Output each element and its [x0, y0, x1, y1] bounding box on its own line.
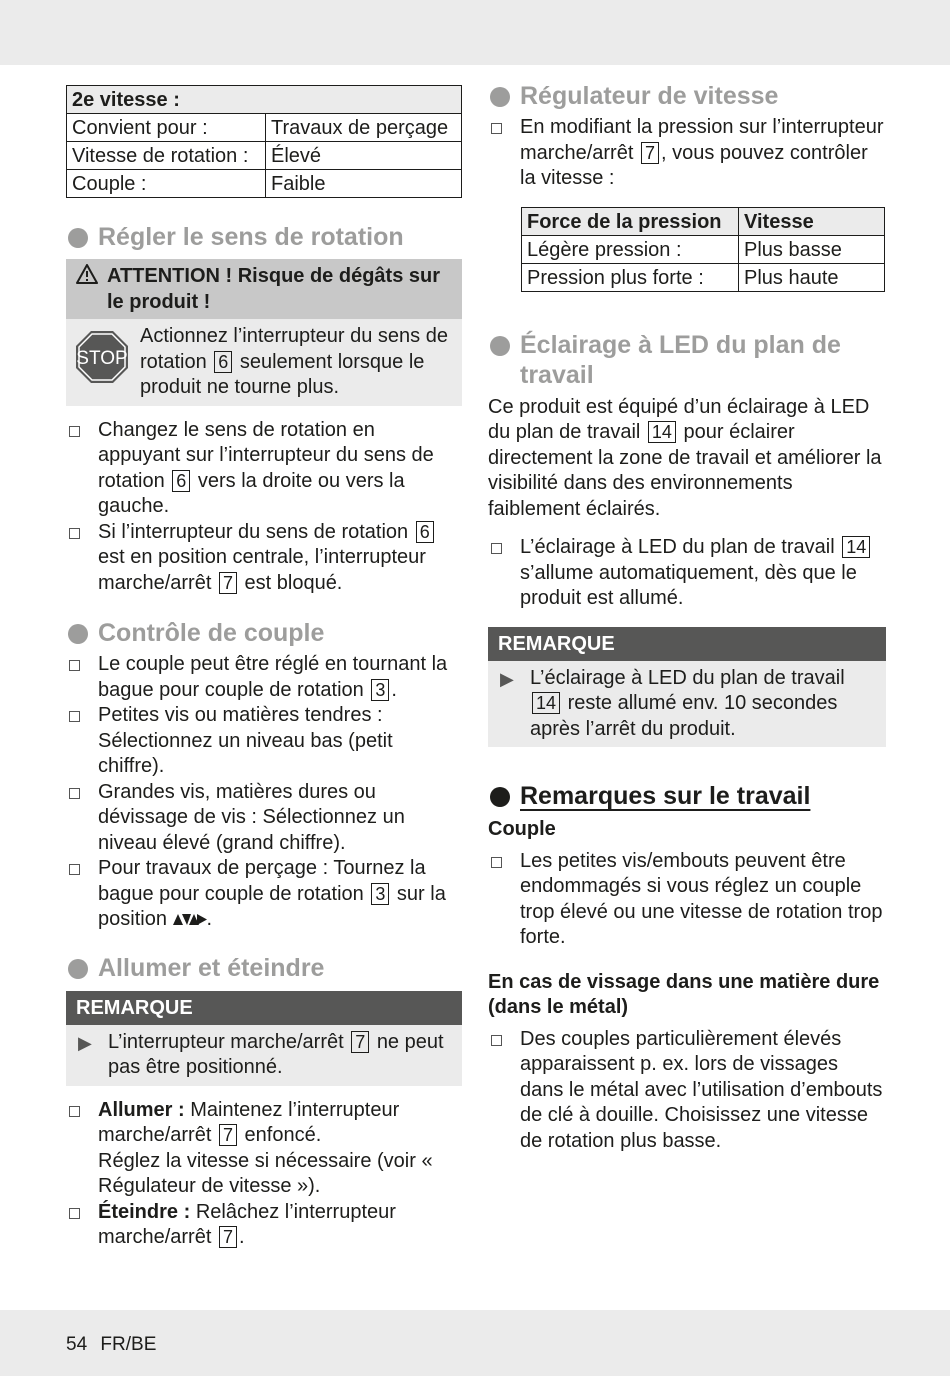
list-item	[488, 535, 886, 612]
list-item	[488, 115, 886, 192]
warning-box	[66, 259, 462, 406]
bullet-dot-icon	[490, 87, 510, 107]
warning-triangle-icon	[76, 264, 98, 284]
table-cell: Vitesse de rotation :	[67, 142, 266, 170]
couple-steps	[66, 652, 462, 933]
part-ref: 6	[416, 521, 434, 543]
bold-label: Éteindre :	[98, 1200, 191, 1223]
text: Ce produit est équipé d’un éclairage à LED du plan de travail	[488, 395, 870, 443]
list-item	[488, 1027, 886, 1155]
table-cell: Plus haute	[739, 263, 885, 291]
text: pour éclairer directement la zone de travail et améliorer la visibilité dans des environnements faiblement éclairés.	[488, 421, 882, 520]
text: reste allumé env. 10 secondes après l’arrêt du produit.	[530, 692, 838, 740]
text: enfoncé.	[244, 1124, 322, 1146]
note-box	[66, 991, 462, 1086]
arrow-right-icon: ▶	[500, 668, 514, 689]
bullet-dot-icon	[490, 787, 510, 807]
list-item	[66, 1200, 462, 1251]
part-ref: 7	[641, 142, 659, 164]
warning-body	[66, 319, 462, 406]
heading-text: Éclairage à LED du plan de travail	[520, 330, 841, 389]
note-box	[488, 627, 886, 748]
table-cell: Convient pour :	[67, 114, 266, 142]
page-footer	[66, 1332, 164, 1358]
checkbox-square-icon	[491, 123, 502, 134]
text: Pour travaux de perçage : Tournez la bague pour couple de rotation	[98, 857, 426, 905]
text: vers la droite ou vers la gauche.	[98, 469, 405, 517]
table-cell: Plus basse	[739, 235, 885, 263]
right-column	[488, 82, 886, 1154]
part-ref: 14	[648, 421, 676, 443]
heading-text: Régulateur de vitesse	[520, 82, 779, 110]
bullet-dot-icon	[68, 228, 88, 248]
speed-steps	[488, 115, 886, 192]
table-cell: Travaux de perçage	[266, 114, 462, 142]
text: , vous pouvez contrôler la vitesse :	[520, 141, 868, 189]
stop-sign-icon	[74, 329, 130, 385]
part-ref: 6	[214, 351, 232, 373]
led-paragraph	[488, 395, 886, 523]
section-heading	[488, 81, 886, 111]
heading-text: Régler le sens de rotation	[98, 223, 404, 251]
table-row	[522, 263, 885, 291]
text: Relâchez l’interrupteur marche/arrêt	[98, 1200, 396, 1248]
bullet-dot-icon	[68, 624, 88, 644]
warning-text: Actionnez l’interrupteur du sens de rotation	[140, 325, 448, 373]
part-ref: 14	[532, 692, 560, 714]
rotation-steps	[66, 418, 462, 597]
work-steps	[488, 849, 886, 951]
note-header: REMARQUE	[488, 627, 886, 661]
table-header: Force de la pression	[522, 207, 739, 235]
header-band	[0, 0, 950, 65]
table-cell: Élevé	[266, 142, 462, 170]
text: Réglez la vitesse si nécessaire (voir « Régulateur de vitesse »).	[98, 1149, 433, 1197]
table-cell: Pression plus forte :	[522, 263, 739, 291]
table-cell: Légère pression :	[522, 235, 739, 263]
table-row	[67, 114, 462, 142]
text: .	[391, 678, 397, 701]
pressure-table-wrap	[521, 207, 885, 292]
note-header: REMARQUE	[66, 991, 462, 1025]
text: L’éclairage à LED du plan de travail	[530, 666, 845, 689]
stop-label: STOP	[76, 348, 128, 369]
checkbox-square-icon	[69, 1106, 80, 1117]
checkbox-square-icon	[491, 543, 502, 554]
text: ne peut pas être positionné.	[108, 1030, 444, 1078]
checkbox-square-icon	[69, 660, 80, 671]
text: sur la position	[98, 882, 446, 930]
text: L’éclairage à LED du plan de travail	[520, 536, 835, 558]
list-item	[488, 849, 886, 951]
work-steps	[488, 1027, 886, 1155]
text: est bloqué.	[244, 571, 343, 594]
section-heading	[66, 222, 462, 252]
checkbox-square-icon	[69, 788, 80, 799]
table-header: 2e vitesse :	[67, 86, 462, 114]
bullet-dot-icon	[68, 959, 88, 979]
text: L’interrupteur marche/arrêt	[108, 1030, 344, 1053]
checkbox-square-icon	[69, 1208, 80, 1219]
text: Des couples particulièrement élevés apparaissent p. ex. lors de vissages dans le métal avec l’utilisation d’embouts de clé à douille. Choisissez une vitesse de rotation plus basse.	[520, 1027, 883, 1152]
text: est en position centrale, l’interrupteur marche/arrêt	[98, 546, 426, 594]
table-cell: Faible	[266, 170, 462, 198]
checkbox-square-icon	[491, 1035, 502, 1046]
part-ref: 7	[219, 1226, 237, 1248]
text: s’allume automatiquement, dès que le produit est allumé.	[520, 561, 857, 609]
part-ref: 6	[172, 470, 190, 492]
table-header: Vitesse	[739, 207, 885, 235]
warning-header	[66, 259, 462, 319]
warning-title: ATTENTION ! Risque de dégâts sur le produit !	[107, 265, 440, 313]
part-ref: 3	[371, 883, 389, 905]
text: Le couple peut être réglé en tournant la bague pour couple de rotation	[98, 653, 448, 701]
note-body	[488, 661, 886, 748]
heading-text: Allumer et éteindre	[98, 953, 325, 982]
arrow-right-icon: ▶	[78, 1032, 92, 1053]
list-item	[66, 780, 462, 857]
checkbox-square-icon	[69, 711, 80, 722]
text: Petites vis ou matières tendres : Sélectionnez un niveau bas (petit chiffre).	[98, 704, 393, 777]
list-item	[66, 520, 462, 597]
text: En modifiant la pression sur l’interrupteur marche/arrêt	[520, 116, 884, 164]
speed-2-table	[66, 85, 462, 198]
section-heading	[488, 781, 886, 811]
drill-mode-icon	[173, 912, 207, 926]
page-number: 54	[66, 1334, 88, 1355]
onoff-steps	[66, 1098, 462, 1251]
note-body	[66, 1025, 462, 1086]
list-item	[66, 856, 462, 933]
text: Les petites vis/embouts peuvent être endommagés si vous réglez un couple trop élevé ou une vitesse de rotation trop forte.	[520, 849, 883, 948]
text: Grandes vis, matières dures ou dévissage de vis : Sélectionnez un niveau élevé (grand chiffre).	[98, 780, 405, 854]
list-item	[66, 652, 462, 703]
table-row	[522, 235, 885, 263]
text: Maintenez l’interrupteur marche/arrêt	[98, 1098, 400, 1146]
part-ref: 14	[842, 536, 870, 558]
table-cell: Couple :	[67, 170, 266, 198]
text: Si l’interrupteur du sens de rotation	[98, 520, 409, 543]
heading-text: Remarques sur le travail	[520, 782, 811, 810]
checkbox-square-icon	[69, 528, 80, 539]
bullet-dot-icon	[490, 336, 510, 356]
pressure-table	[521, 207, 885, 292]
text: Changez le sens de rotation en appuyant sur l’interrupteur du sens de rotation	[98, 418, 434, 492]
led-steps	[488, 535, 886, 612]
table-row	[67, 170, 462, 198]
section-heading	[66, 618, 462, 648]
subheading: Couple	[488, 818, 556, 840]
part-ref: 7	[219, 572, 237, 594]
left-column	[66, 85, 462, 1251]
part-ref: 7	[351, 1031, 369, 1053]
heading-text: Contrôle de couple	[98, 619, 325, 647]
list-item	[66, 1098, 462, 1200]
list-item	[66, 418, 462, 520]
subheading: En cas de vissage dans une matière dure (dans le métal)	[488, 970, 880, 1018]
checkbox-square-icon	[69, 864, 80, 875]
text: .	[206, 908, 213, 930]
checkbox-square-icon	[69, 426, 80, 437]
section-heading	[66, 953, 462, 983]
part-ref: 7	[219, 1124, 237, 1146]
part-ref: 3	[371, 679, 389, 701]
text: .	[238, 1226, 245, 1248]
warning-text: seulement lorsque le produit ne tourne plus.	[140, 350, 425, 398]
list-item	[66, 703, 462, 780]
language-code: FR/BE	[100, 1334, 157, 1355]
bold-label: Allumer :	[98, 1098, 185, 1121]
checkbox-square-icon	[491, 857, 502, 868]
table-header-row	[522, 207, 885, 235]
section-heading	[488, 330, 886, 390]
table-row	[67, 142, 462, 170]
